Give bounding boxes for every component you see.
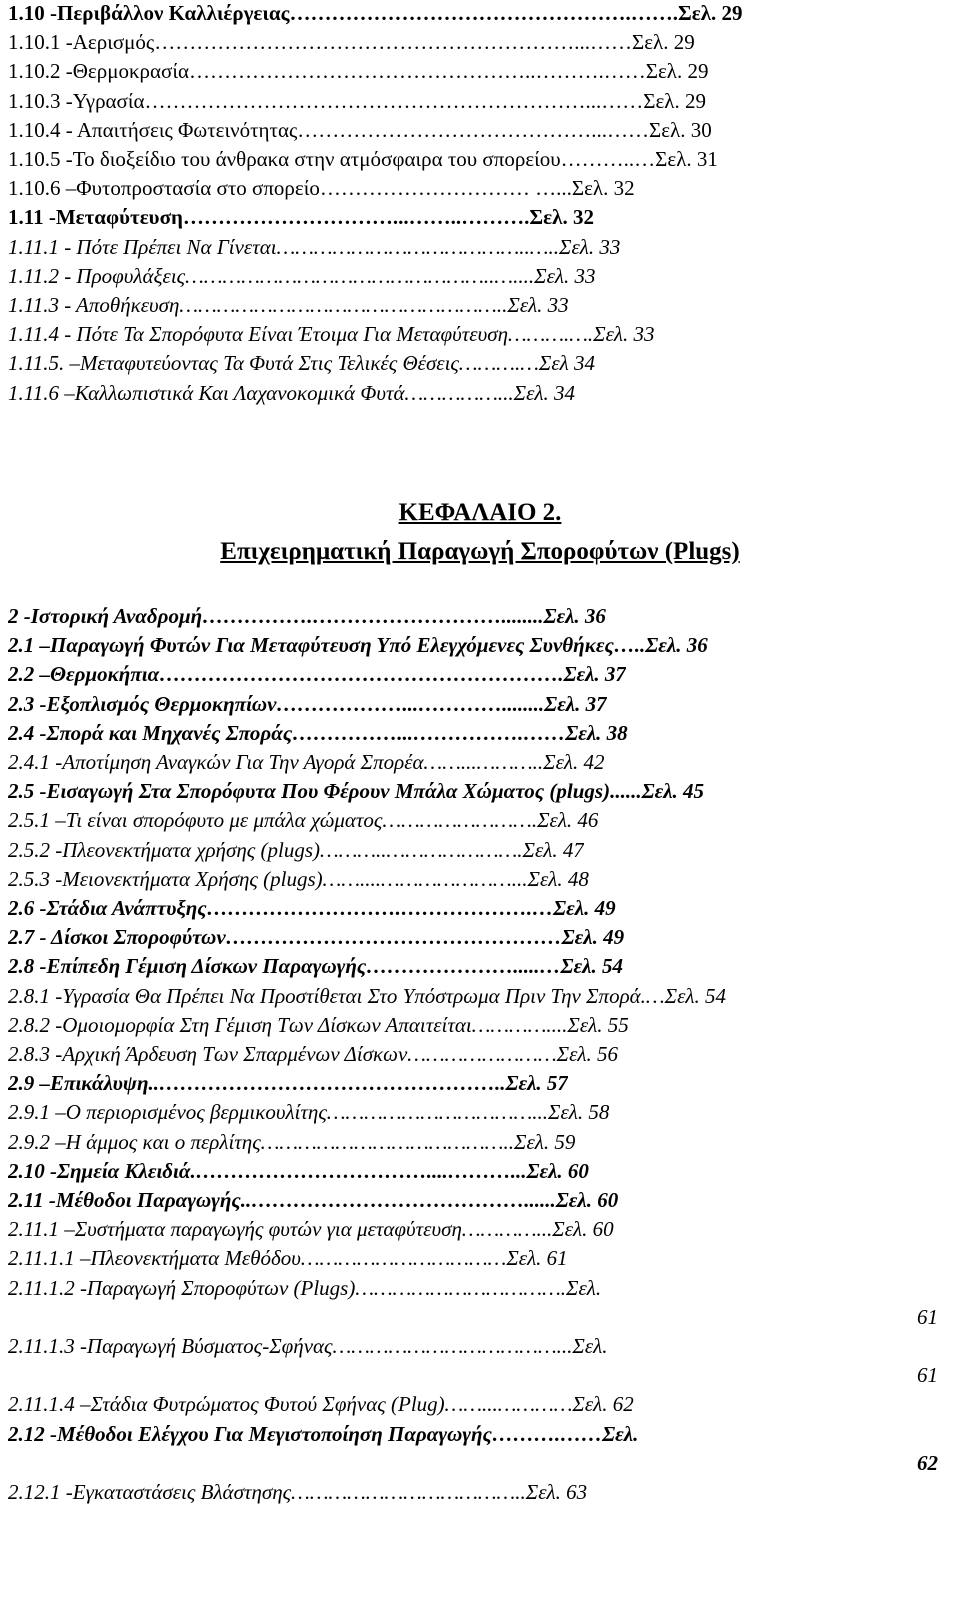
toc-entry	[0, 1450, 938, 1476]
toc-entry	[8, 866, 938, 892]
toc-entry-text: 1.10.5 -Το διοξείδιο του άνθρακα στην ατμόσφαιρα του σπορείου………..…Σελ. 31	[8, 147, 718, 171]
toc-entry-text: 2.2 –Θερμοκήπια………………………………………………….Σελ. 37	[8, 662, 626, 687]
chapter-title: ΚΕΦΑΛΑΙΟ 2.	[398, 499, 562, 526]
toc-entry	[8, 146, 938, 172]
toc-entry-text: 2.12.1 -Εγκαταστάσεις Βλάστησης………………………………..Σελ. 63	[8, 1480, 588, 1504]
toc-entry-text: 2.8 -Επίπεδη Γέμιση Δίσκων Παραγωγής………………….....…Σελ. 54	[8, 954, 623, 979]
toc-entry-text: 1.10.4 - Απαιτήσεις Φωτεινότητας……………………………………...……Σελ. 30	[8, 117, 712, 142]
toc-entry	[0, 1304, 938, 1330]
toc-entry	[8, 321, 938, 347]
toc-entry-text: 1.11.1 - Πότε Πρέπει Να Γίνεται…………………………………..…..Σελ. 33	[8, 234, 621, 259]
toc-entry-text: 61	[917, 1304, 938, 1329]
toc-entry-text: 2.3 -Εξοπλισμός Θερμοκηπίων………………...…………........Σελ. 37	[8, 691, 607, 716]
toc-entry-text: 2.11.1.2 -Παραγωγή Σποροφύτων (Plugs)…………………………….Σελ.	[8, 1275, 602, 1300]
toc-entry	[8, 924, 938, 950]
toc-entry	[8, 661, 938, 687]
toc-entry-text: 1.11.3 - Αποθήκευση……………………………………………..Σελ. 33	[8, 293, 569, 317]
toc-entry-text: 61	[917, 1363, 938, 1388]
toc-entry	[8, 29, 938, 55]
toc-entry-text: 1.10.2 -Θερμοκρασία…………………………………………..……….……Σελ. 29	[8, 59, 709, 84]
toc-entry	[8, 1129, 938, 1155]
toc-entry-text: 2.4 -Σπορά και Μηχανές Σποράς……………...…………….……Σελ. 38	[8, 720, 628, 745]
toc-entry-text: 1.10.6 –Φυτοπροστασία στο σπορείο………………………… …...Σελ. 32	[8, 176, 635, 201]
toc-entry-text: 2.8.3 -Αρχική Άρδευση Των Σπαρμένων Δίσκων……………………Σελ. 56	[8, 1042, 619, 1066]
toc-entry	[8, 1041, 938, 1067]
toc-entry-text: 2.11.1.3 -Παραγωγή Βύσματος-Σφήνας………………………………...Σελ.	[8, 1334, 608, 1358]
toc-entry	[8, 778, 938, 804]
toc-entry-text: 1.10.3 -Υγρασία………………………………………………………...……Σελ. 29	[8, 88, 706, 113]
chapter-subtitle: Επιχειρηματική Παραγωγή Σποροφύτων (Plugs)	[220, 538, 740, 565]
toc-entry-text: 2.5 -Εισαγωγή Στα Σπορόφυτα Που Φέρουν Μπάλα Χώματος (plugs)......Σελ. 45	[8, 779, 705, 804]
toc-entry-text: 2.11.1.1 –Πλεονεκτήματα Μεθόδου……………………………Σελ. 61	[8, 1246, 568, 1271]
toc-entry	[8, 983, 938, 1009]
toc-entry-text: 2.11.1 –Συστήματα παραγωγής φυτών για μεταφύτευση…………...Σελ. 60	[8, 1217, 614, 1242]
toc-entry	[8, 1070, 938, 1096]
toc-entry-text: 2.9.2 –Η άμμος και ο περλίτης…………………………………..Σελ. 59	[8, 1129, 576, 1154]
toc-entry-text: 2.5.2 -Πλεονεκτήματα χρήσης (plugs)………..………………….Σελ. 47	[8, 837, 584, 862]
toc-entry-text: 1.11.6 –Καλλωπιστικά Και Λαχανοκομικά Φυτά……………...Σελ. 34	[8, 380, 575, 405]
toc-entry	[0, 1362, 938, 1388]
toc-entry	[8, 1391, 938, 1417]
toc-entry	[8, 0, 938, 26]
toc-entry	[8, 837, 938, 863]
toc-entry	[8, 350, 938, 376]
toc-entry	[8, 749, 938, 775]
toc-entry	[8, 263, 938, 289]
toc-entry-text: 2.6 -Στάδια Ανάπτυξης……………………….……………….…Σελ. 49	[8, 896, 616, 920]
toc-entry-text: 2.8.1 -Υγρασία Θα Πρέπει Να Προστίθεται Στο Υπόστρωμα Πριν Την Σπορά.…Σελ. 54	[8, 983, 726, 1008]
toc-entry-text: 2.9.1 –Ο περιορισμένος βερμικουλίτης……………………………...Σελ. 58	[8, 1100, 610, 1125]
toc-entry-text: 2.5.3 -Μειονεκτήματα Χρήσης (plugs)……....…………………...Σελ. 48	[8, 866, 589, 891]
toc-entry	[8, 1421, 938, 1447]
toc-entry	[8, 603, 938, 629]
toc-entry-text: 2.10 -Σημεία Κλειδιά.……………………………....………...Σελ. 60	[8, 1158, 589, 1183]
toc-entry	[8, 292, 938, 318]
toc-entry	[8, 691, 938, 717]
toc-entry-text: 2.8.2 -Ομοιομορφία Στη Γέμιση Των Δίσκων Απαιτείται…………....Σελ. 55	[8, 1012, 629, 1037]
toc-entry	[8, 117, 938, 143]
toc-entry-text: 2 -Ιστορική Αναδρομή…………….………………………........Σελ. 36	[8, 604, 606, 628]
toc-entry-text: 1.11.5. –Μεταφυτεύοντας Τα Φυτά Στις Τελικές Θέσεις……….…Σελ 34	[8, 351, 595, 376]
toc-entry	[8, 720, 938, 746]
toc-entry-text: 1.11.4 - Πότε Τα Σπορόφυτα Είναι Έτοιμα Για Μεταφύτευση……….….Σελ. 33	[8, 322, 655, 347]
toc-entry-text: 2.5.1 –Τι είναι σπορόφυτο με μπάλα χώματος…………………….Σελ. 46	[8, 808, 599, 833]
toc-entry	[8, 175, 938, 201]
toc-entry-text: 2.4.1 -Αποτίμηση Αναγκών Για Την Αγορά Σπορέα……...………..Σελ. 42	[8, 750, 605, 774]
toc-entry-text: 2.11 -Μέθοδοι Παραγωγής..…………………………………......Σελ. 60	[8, 1188, 619, 1212]
toc-entry	[8, 1333, 938, 1359]
toc-entry-text: 1.10.1 -Αερισμός……………………………………………………...……Σελ. 29	[8, 30, 695, 55]
toc-entry-text: 62	[917, 1450, 938, 1475]
toc-entry	[8, 1479, 938, 1505]
toc-entry-text: 1.10 -Περιβάλλον Καλλιέργειας………………………………………….…….Σελ. 29	[8, 1, 743, 25]
toc-entry	[8, 234, 938, 260]
toc-entry-text: 2.11.1.4 –Στάδια Φυτρώματος Φυτού Σφήνας (Plug)……...…………Σελ. 62	[8, 1392, 634, 1417]
toc-entry	[8, 58, 938, 84]
toc-entry	[8, 1099, 938, 1125]
toc-entry	[8, 204, 938, 230]
toc-entry-text: 1.11 -Μεταφύτευση…………………………...……..……….Σελ. 32	[8, 205, 594, 230]
toc-entry	[8, 88, 938, 114]
toc-entry-text: 2.1 –Παραγωγή Φυτών Για Μεταφύτευση Υπό Ελεγχόμενες Συνθήκες…..Σελ. 36	[8, 633, 708, 658]
toc-entry	[8, 1187, 938, 1213]
toc-entry	[8, 1012, 938, 1038]
toc-entry	[8, 1245, 938, 1271]
toc-entry	[8, 632, 938, 658]
toc-entry	[8, 1275, 938, 1301]
toc-entry	[8, 380, 938, 406]
toc-entry-text: 2.7 - Δίσκοι Σποροφύτων…………………………………………Σελ. 49	[8, 925, 625, 950]
toc-entry-text: 2.12 -Μέθοδοι Ελέγχου Για Μεγιστοποίηση Παραγωγής……….……Σελ.	[8, 1421, 639, 1446]
toc-entry-text: 1.11.2 - Προφυλάξεις…………………………………………..…....Σελ. 33	[8, 263, 596, 288]
toc-entry	[8, 807, 938, 833]
toc-entry	[8, 953, 938, 979]
toc-entry	[8, 1216, 938, 1242]
toc-entry-text: 2.9 –Επικάλυψη..…………………………………………..Σελ. 57	[8, 1071, 568, 1096]
toc-entry	[8, 1158, 938, 1184]
toc-entry	[8, 895, 938, 921]
